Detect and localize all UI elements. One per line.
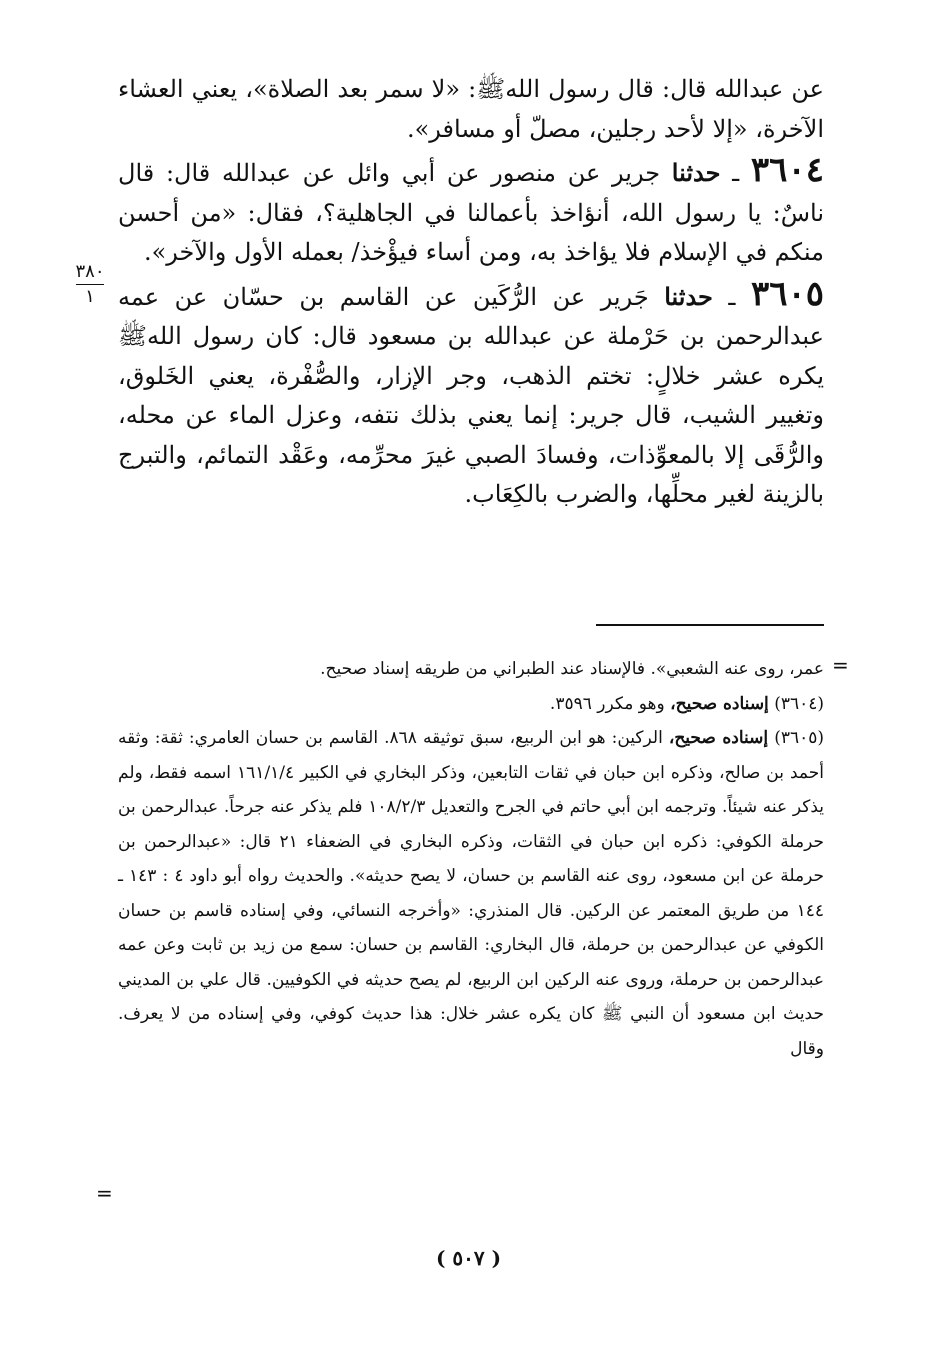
footnote-grade: إسناده صحيح، <box>670 693 769 714</box>
footnote-divider <box>596 624 824 626</box>
hadith-number: ٣٦٠٥ <box>750 273 824 314</box>
hadith-keyword: حدثنا <box>671 158 721 187</box>
continuation-marker-top: = <box>832 653 849 677</box>
footnote-continuation: عمر، روى عنه الشعبي». فالإسناد عند الطبراني من طريقه إسناد صحيح. <box>320 659 824 679</box>
paragraph-continuation: عن عبدالله قال: قال رسول اللهﷺ: «لا سمر بعد الصلاة»، يعني العشاء الآخرة، «إلا لأحد رجلين، مصلّ أو مسافر». <box>118 75 824 143</box>
margin-ref-top: ٣٨٠ <box>75 261 105 282</box>
footnote-label: (٣٦٠٤) <box>774 693 824 714</box>
hadith-3605 <box>118 275 824 515</box>
main-text <box>118 70 824 515</box>
hadith-dash: ـ <box>732 159 740 187</box>
page-number: ( ٥٠٧ ) <box>435 1246 502 1270</box>
margin-ref-rule <box>76 284 104 285</box>
hadith-dash: ـ <box>728 282 736 311</box>
hadith-number: ٣٦٠٤ <box>750 150 824 190</box>
footnote-3605 <box>118 721 824 1066</box>
footnote-text: وهو مكرر ٣٥٩٦. <box>549 693 665 714</box>
margin-reference <box>72 262 108 307</box>
hadith-3604 <box>118 151 824 273</box>
footnote-label: (٣٦٠٥) <box>774 728 825 748</box>
footnotes <box>118 652 824 1066</box>
hadith-text: جَرير عن الرُّكَين عن القاسم بن حسّان عن عمه عبدالرحمن بن حَرْملة عن عبدالله بن مسعود قال: كان رسول اللهﷺ يكره عشر خلالٍ: تختم الذهب، وجر الإزار، والصُّفْرة، يعني الخَلوق، وتغيير الشيب، قال جرير: إنما يعني بذلك نتفه، وعزل الماء عن محله، والرُّقَى إلا بالمعوِّذات، وفسادَ الصبي غيرَ محرِّمه، وعَقْد التمائم، والتبرج بالزينة لغير محلِّها، والضرب بالكِعَاب. <box>118 282 824 508</box>
footnote-grade: إسناده صحيح، <box>668 728 769 748</box>
footnote-3604 <box>118 687 824 722</box>
margin-ref-bottom: ١ <box>85 286 95 307</box>
footnote-text: الركين: هو ابن الربيع، سبق توثيقه ٨٦٨. القاسم بن حسان العامري: ثقة: وثقه أحمد بن صالح، وذكره ابن حبان في ثقات التابعين، وذكر البخاري في الكبير ١٦١/١/٤ اسمه فقط، ولم يذكر عنه شيئاً. وترجمه ابن أبي حاتم في الجرح والتعديل ١٠٨/٢/٣ فلم يذكر عنه جرحاً. عبدالرحمن بن حرملة الكوفي: ذكره ابن حبان في الثقات، وذكره البخاري في الضعفاء ٢١ قال: «عبدالرحمن بن حرملة عن ابن مسعود، روى عنه القاسم بن حسان، لا يصح حديثه». والحديث رواه أبو داود ٤ : ١٤٣ ـ ١٤٤ من طريق المعتمر عن الركين. قال المنذري: «وأخرجه النسائي، وفي إسناده قاسم بن حسان الكوفي عن عبدالرحمن بن حرملة، قال البخاري: القاسم بن حسان: سمع من زيد بن ثابت وعن عمه عبدالرحمن بن حرملة، وروى عنه الركين ابن الربيع، لم يصح حديثه في الكوفيين. قال علي بن المديني حديث ابن مسعود أن النبي ﷺ كان يكره عشر خلال: هذا حديث كوفي، وفي إسناده من لا يعرف. وقال <box>118 728 824 1059</box>
continuation-marker-bottom: = <box>96 1181 113 1205</box>
hadith-text: جرير عن منصور عن أبي وائل عن عبدالله قال: قال ناسٌ: يا رسول الله، أنؤاخذ بأعمالنا في الجاهلية؟، فقال: «من أحسن منكم في الإسلام فلا يؤاخذ به، ومن أساء فيؤْخذ/ بعمله الأول والآخر». <box>118 159 824 266</box>
hadith-keyword: حدثنا <box>664 281 713 311</box>
